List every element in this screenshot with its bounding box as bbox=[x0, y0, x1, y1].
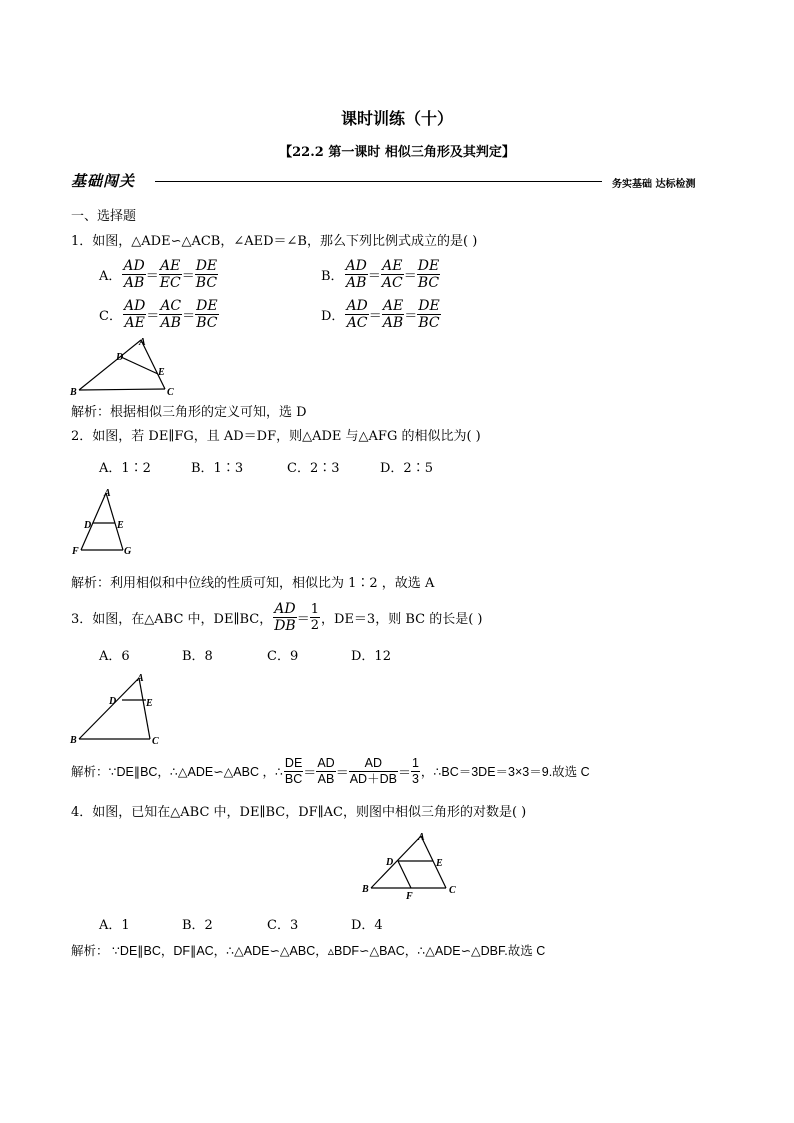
section-band-caption: 务实基础 达标检测 bbox=[612, 179, 696, 190]
q3-label-d: D bbox=[109, 696, 117, 707]
q1-label-b: B bbox=[70, 387, 77, 398]
q1-analysis: 解析：根据相似三角形的定义可知，选 D bbox=[71, 405, 307, 420]
q4-label-f: F bbox=[406, 891, 413, 900]
q2-label-g: G bbox=[124, 546, 132, 557]
q4-option-c: C．3 bbox=[267, 918, 299, 933]
q3-option-a: A．6 bbox=[99, 649, 130, 664]
q1-label-c: C bbox=[167, 387, 174, 398]
q4-stem: 4．如图，已知在△ABC 中，DE∥BC，DF∥AC，则图中相似三角形的对数是( ) bbox=[71, 805, 527, 820]
section-band-rule bbox=[155, 181, 602, 182]
q1-a-frac2: $\frac{AE}{EC}$ bbox=[159, 257, 181, 291]
q2-option-a: A．1∶2 bbox=[99, 461, 151, 476]
q4-label-d: D bbox=[386, 857, 394, 868]
q1-a-frac3: $\frac{DE}{BC}$ bbox=[195, 257, 218, 291]
q4-label-e: E bbox=[436, 858, 443, 869]
q4-option-b: B．2 bbox=[182, 918, 213, 933]
q3-label-b: B bbox=[70, 735, 77, 746]
q2-label-f: F bbox=[72, 546, 79, 557]
q1-option-a: A． $\frac{AD}{AB}$ ＝ $\frac{AE}{EC}$ ＝ $\frac{DE}{BC}$ bbox=[99, 257, 218, 291]
q1-label-a: A bbox=[139, 337, 146, 348]
q4-option-d: D．4 bbox=[351, 918, 383, 933]
q1-triangle-figure bbox=[64, 334, 184, 400]
q3-analysis-post: ，∴BC＝3DE＝3×3＝9.故选 C bbox=[420, 765, 590, 779]
q1-option-d-label: D． bbox=[321, 308, 345, 324]
q2-label-e: E bbox=[117, 520, 124, 531]
q3-option-d: D．12 bbox=[351, 649, 391, 664]
q3-an-frac2: $\frac{AD}{AB}$ bbox=[317, 756, 335, 786]
q1-label-e: E bbox=[158, 367, 165, 378]
q2-stem: 2．如图，若 DE∥FG，且 AD＝DF，则△ADE 与△AFG 的相似比为( ) bbox=[71, 429, 481, 444]
q3-option-c: C．9 bbox=[267, 649, 299, 664]
q1-b-frac3: $\frac{DE}{BC}$ bbox=[417, 257, 440, 291]
q3-analysis: 解析：∵DE∥BC，∴△ADE∽△ABC ，∴ $\frac{DE}{BC}$ ＝ $\frac{AD}{AB}$ ＝ $\frac{AD}{AD+DB}$ ＝ $\frac{1}{3}$ ，∴BC＝3DE＝3×3＝9.故选 C bbox=[71, 756, 590, 786]
q1-d-frac2: $\frac{AE}{AB}$ bbox=[382, 297, 404, 331]
q3-label-e: E bbox=[146, 698, 153, 709]
q2-option-c: C．2∶3 bbox=[287, 461, 340, 476]
q4-label-c: C bbox=[449, 885, 456, 896]
page-title: 课时训练（十） bbox=[340, 109, 453, 128]
q1-stem: 1．如图，△ADE∽△ACB，∠AED＝∠B，那么下列比例式成立的是( ) bbox=[71, 234, 478, 249]
q2-label-a: A bbox=[104, 488, 111, 499]
q3-label-c: C bbox=[152, 736, 159, 747]
q2-analysis: 解析：利用相似和中位线的性质可知，相似比为 1∶2 ，故选 A bbox=[71, 576, 435, 591]
q4-label-a: A bbox=[418, 832, 425, 843]
q1-c-frac1: $\frac{AD}{AE}$ bbox=[123, 297, 146, 331]
q3-stem-half: $\frac{1}{2}$ bbox=[310, 601, 320, 633]
q3-an-frac1: $\frac{DE}{BC}$ bbox=[284, 756, 303, 786]
q1-option-b-label: B． bbox=[321, 268, 344, 284]
q1-option-c-label: C． bbox=[99, 308, 122, 324]
q4-triangle-figure bbox=[358, 828, 468, 900]
q1-option-a-label: A． bbox=[99, 268, 122, 284]
q1-option-b: B． $\frac{AD}{AB}$ ＝ $\frac{AE}{AC}$ ＝ $\frac{DE}{BC}$ bbox=[321, 257, 440, 291]
q3-triangle-figure bbox=[64, 670, 174, 750]
q1-a-frac1: $\frac{AD}{AB}$ bbox=[123, 257, 145, 291]
section-band-title: 基础闯关 bbox=[71, 172, 136, 190]
q3-an-frac3: $\frac{AD}{AD+DB}$ bbox=[349, 756, 397, 786]
q1-c-frac3: $\frac{DE}{BC}$ bbox=[196, 297, 218, 331]
q4-option-a: A．1 bbox=[99, 918, 130, 933]
q3-stem bbox=[71, 598, 482, 636]
q3-an-frac4: $\frac{1}{3}$ bbox=[411, 756, 419, 786]
q1-option-c: C． $\frac{AD}{AE}$ ＝ $\frac{AC}{AB}$ ＝ $\frac{DE}{BC}$ bbox=[99, 297, 218, 331]
q1-d-frac3: $\frac{DE}{BC}$ bbox=[418, 297, 440, 331]
q1-b-frac2: $\frac{AE}{AC}$ bbox=[381, 257, 403, 291]
q1-c-frac2: $\frac{AC}{AB}$ bbox=[160, 297, 182, 331]
q4-label-b: B bbox=[362, 884, 369, 895]
q2-triangle-figure bbox=[66, 482, 146, 562]
lesson-subtitle: 【22.2 第一课时 相似三角形及其判定】 bbox=[279, 145, 515, 160]
q3-stem-post: ，DE＝3，则 BC 的长是( ) bbox=[321, 611, 483, 627]
section-heading: 一、选择题 bbox=[71, 209, 137, 224]
q3-stem-frac: $\frac{AD}{DB}$ bbox=[274, 600, 296, 634]
q3-stem-eq: ＝ bbox=[296, 611, 310, 627]
q3-stem-pre: 3．如图，在△ABC 中，DE∥BC， bbox=[71, 611, 273, 627]
q2-option-d: D．2∶5 bbox=[380, 461, 433, 476]
q3-analysis-pre: 解析：∵DE∥BC，∴△ADE∽△ABC ，∴ bbox=[71, 765, 283, 779]
q1-b-frac1: $\frac{AD}{AB}$ bbox=[345, 257, 367, 291]
q3-option-b: B．8 bbox=[182, 649, 213, 664]
q4-analysis: 解析： ∵DE∥BC，DF∥AC，∴△ADE∽△ABC，▵BDF∽△BAC，∴△ADE∽△DBF.故选 C bbox=[71, 944, 546, 958]
q3-label-a: A bbox=[137, 673, 144, 684]
q1-option-d: D． $\frac{AD}{AC}$ ＝ $\frac{AE}{AB}$ ＝ $\frac{DE}{BC}$ bbox=[321, 297, 440, 331]
q1-d-frac1: $\frac{AD}{AC}$ bbox=[346, 297, 368, 331]
q1-label-d: D bbox=[116, 352, 124, 363]
q2-option-b: B．1∶3 bbox=[191, 461, 244, 476]
q2-label-d: D bbox=[84, 520, 92, 531]
